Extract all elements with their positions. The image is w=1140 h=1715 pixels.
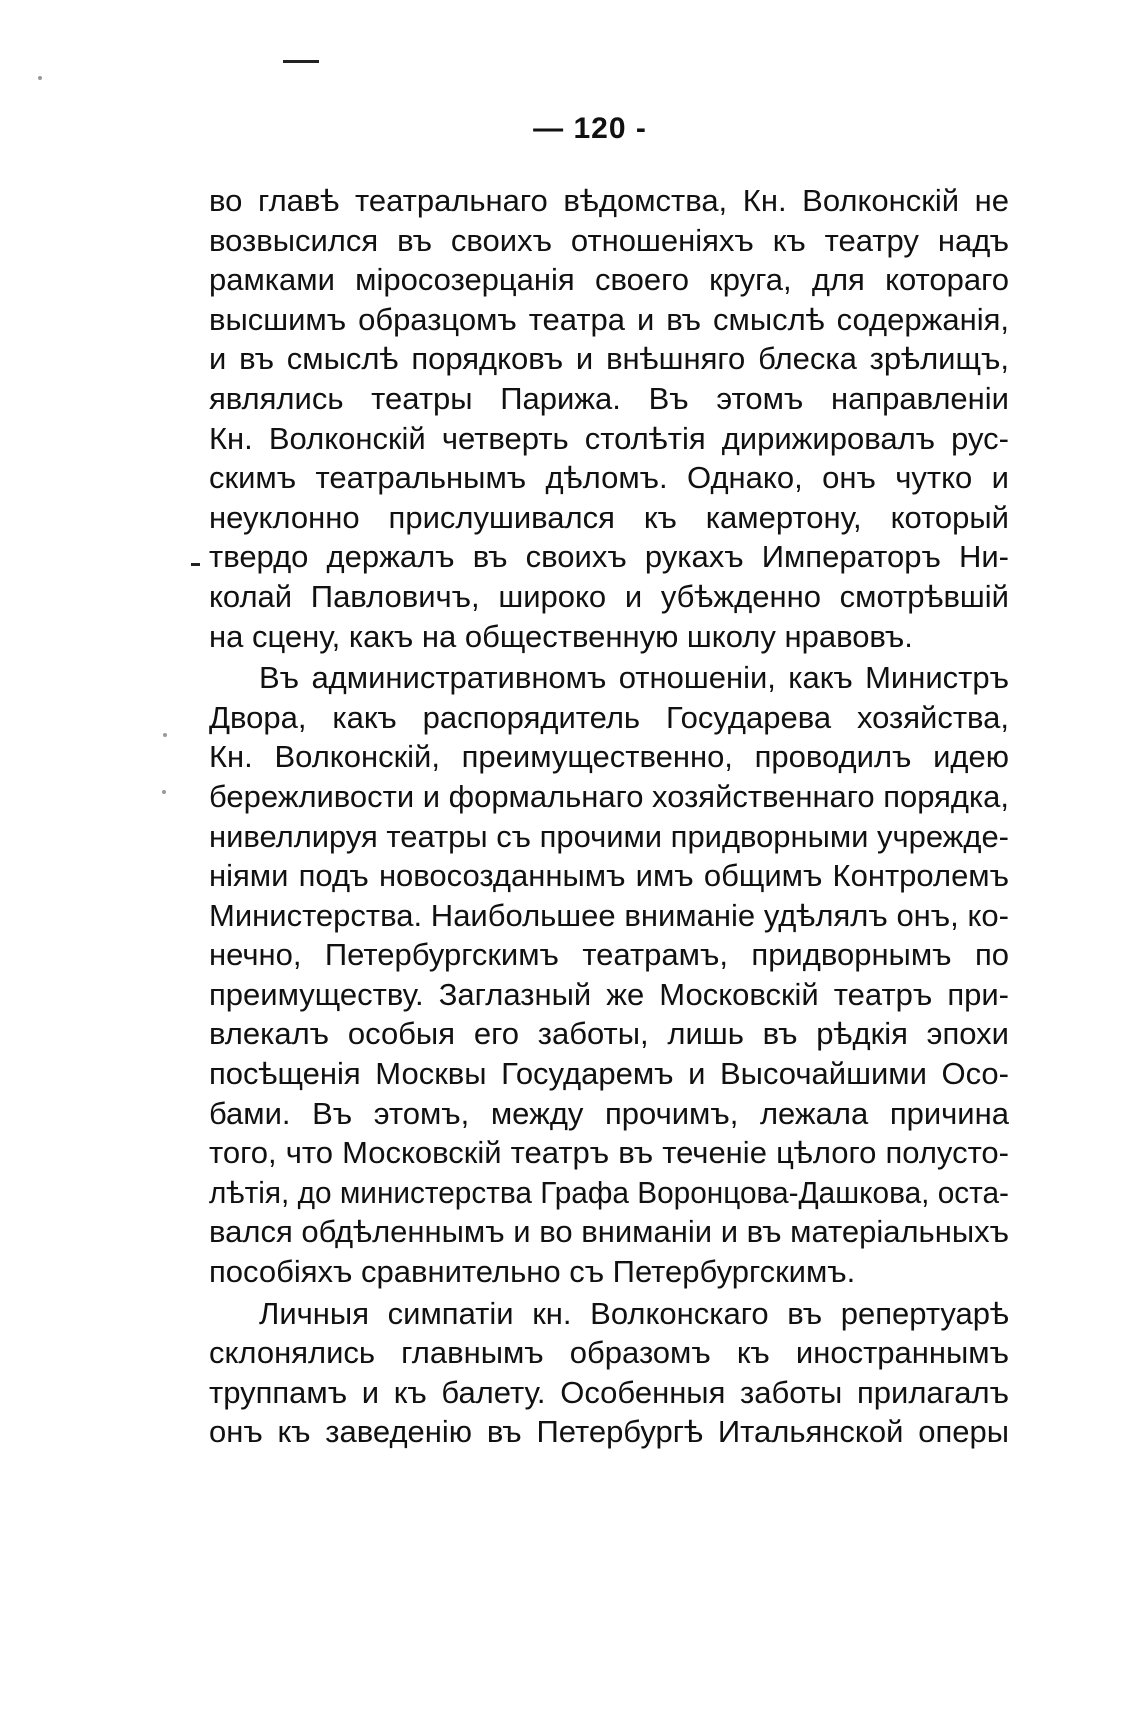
text-line: и въ смыслѣ порядковъ и внѣшняго блеска зрѣлищъ,: [209, 341, 1009, 377]
text-line: бережливости и формальнаго хозяйственнаго порядка,: [209, 778, 1010, 814]
margin-dot: [163, 733, 167, 737]
text-line: вался обдѣленнымъ и во вниманіи и въ матеріальныхъ: [209, 1214, 1009, 1250]
text-line: нечно, Петербургскимъ театрамъ, придворнымъ по: [209, 937, 1009, 973]
page-number: — 120 -: [533, 112, 647, 145]
text-line: ніями подъ новосозданнымъ имъ общимъ Контролемъ: [209, 858, 1009, 894]
text-line: неуклонно прислушивался къ камертону, который: [209, 499, 1009, 535]
text-line: скимъ театральнымъ дѣломъ. Однако, онъ чутко и: [209, 460, 1009, 496]
text-line: того, что Московскій театръ въ теченіе цѣлого полусто-: [209, 1135, 1009, 1171]
text-line: нивеллируя театры съ прочими придворными учрежде-: [209, 818, 1009, 854]
text-line: склонялись главнымъ образомъ къ иностраннымъ: [209, 1335, 1009, 1371]
text-line: лѣтія, до министерства Графа Воронцова-Дашкова, оста-: [209, 1174, 1009, 1210]
paragraph: [209, 181, 1009, 656]
text-line: Двора, какъ распорядитель Государева хозяйства,: [209, 699, 1009, 735]
text-line: твердо держалъ въ своихъ рукахъ Императоръ Ни-: [209, 539, 1009, 575]
margin-mark: [191, 563, 200, 566]
text-line: Кн. Волконскій, преимущественно, проводилъ идею: [209, 739, 1009, 775]
top-dash-mark: [283, 60, 319, 63]
text-line: высшимъ образцомъ театра и въ смыслѣ содержанія,: [209, 301, 1009, 337]
text-line: являлись театры Парижа. Въ этомъ направленіи: [209, 380, 1009, 416]
text-column: [209, 181, 1009, 1452]
text-line: бами. Въ этомъ, между прочимъ, лежала причина: [209, 1095, 1009, 1131]
paragraph: [209, 1294, 1009, 1452]
text-line: на сцену, какъ на общественную школу нравовъ.: [209, 618, 913, 654]
text-line: влекалъ особыя его заботы, лишь въ рѣдкія эпохи: [209, 1016, 1009, 1052]
text-line: онъ къ заведенію въ Петербургѣ Итальянской оперы: [209, 1414, 1009, 1450]
margin-dot: [38, 76, 42, 80]
margin-dot: [162, 790, 166, 794]
text-line: Въ административномъ отношеніи, какъ Министръ: [259, 660, 1009, 696]
text-line: возвысился въ своихъ отношеніяхъ къ театру надъ: [209, 222, 1009, 258]
text-line: труппамъ и къ балету. Особенныя заботы прилагалъ: [209, 1374, 1009, 1410]
text-line: рамками міросозерцанія своего круга, для котораго: [209, 262, 1009, 298]
paragraph: [209, 658, 1009, 1292]
text-line: Кн. Волконскій четверть столѣтія дирижировалъ рус-: [209, 420, 1009, 456]
text-line: Министерства. Наибольшее вниманіе удѣлялъ онъ, ко-: [209, 897, 1009, 933]
text-line: посѣщенія Москвы Государемъ и Высочайшими Осо-: [209, 1056, 1009, 1092]
text-line: колай Павловичъ, широко и убѣжденно смотрѣвшій: [209, 578, 1009, 614]
text-line: преимуществу. Заглазный же Московскій театръ при-: [209, 976, 1009, 1012]
text-line: Личныя симпатіи кн. Волконскаго въ репертуарѣ: [259, 1295, 1009, 1331]
text-line: пособіяхъ сравнительно съ Петербургскимъ.: [209, 1254, 856, 1290]
text-line: во главѣ театральнаго вѣдомства, Кн. Волконскій не: [209, 183, 1009, 218]
